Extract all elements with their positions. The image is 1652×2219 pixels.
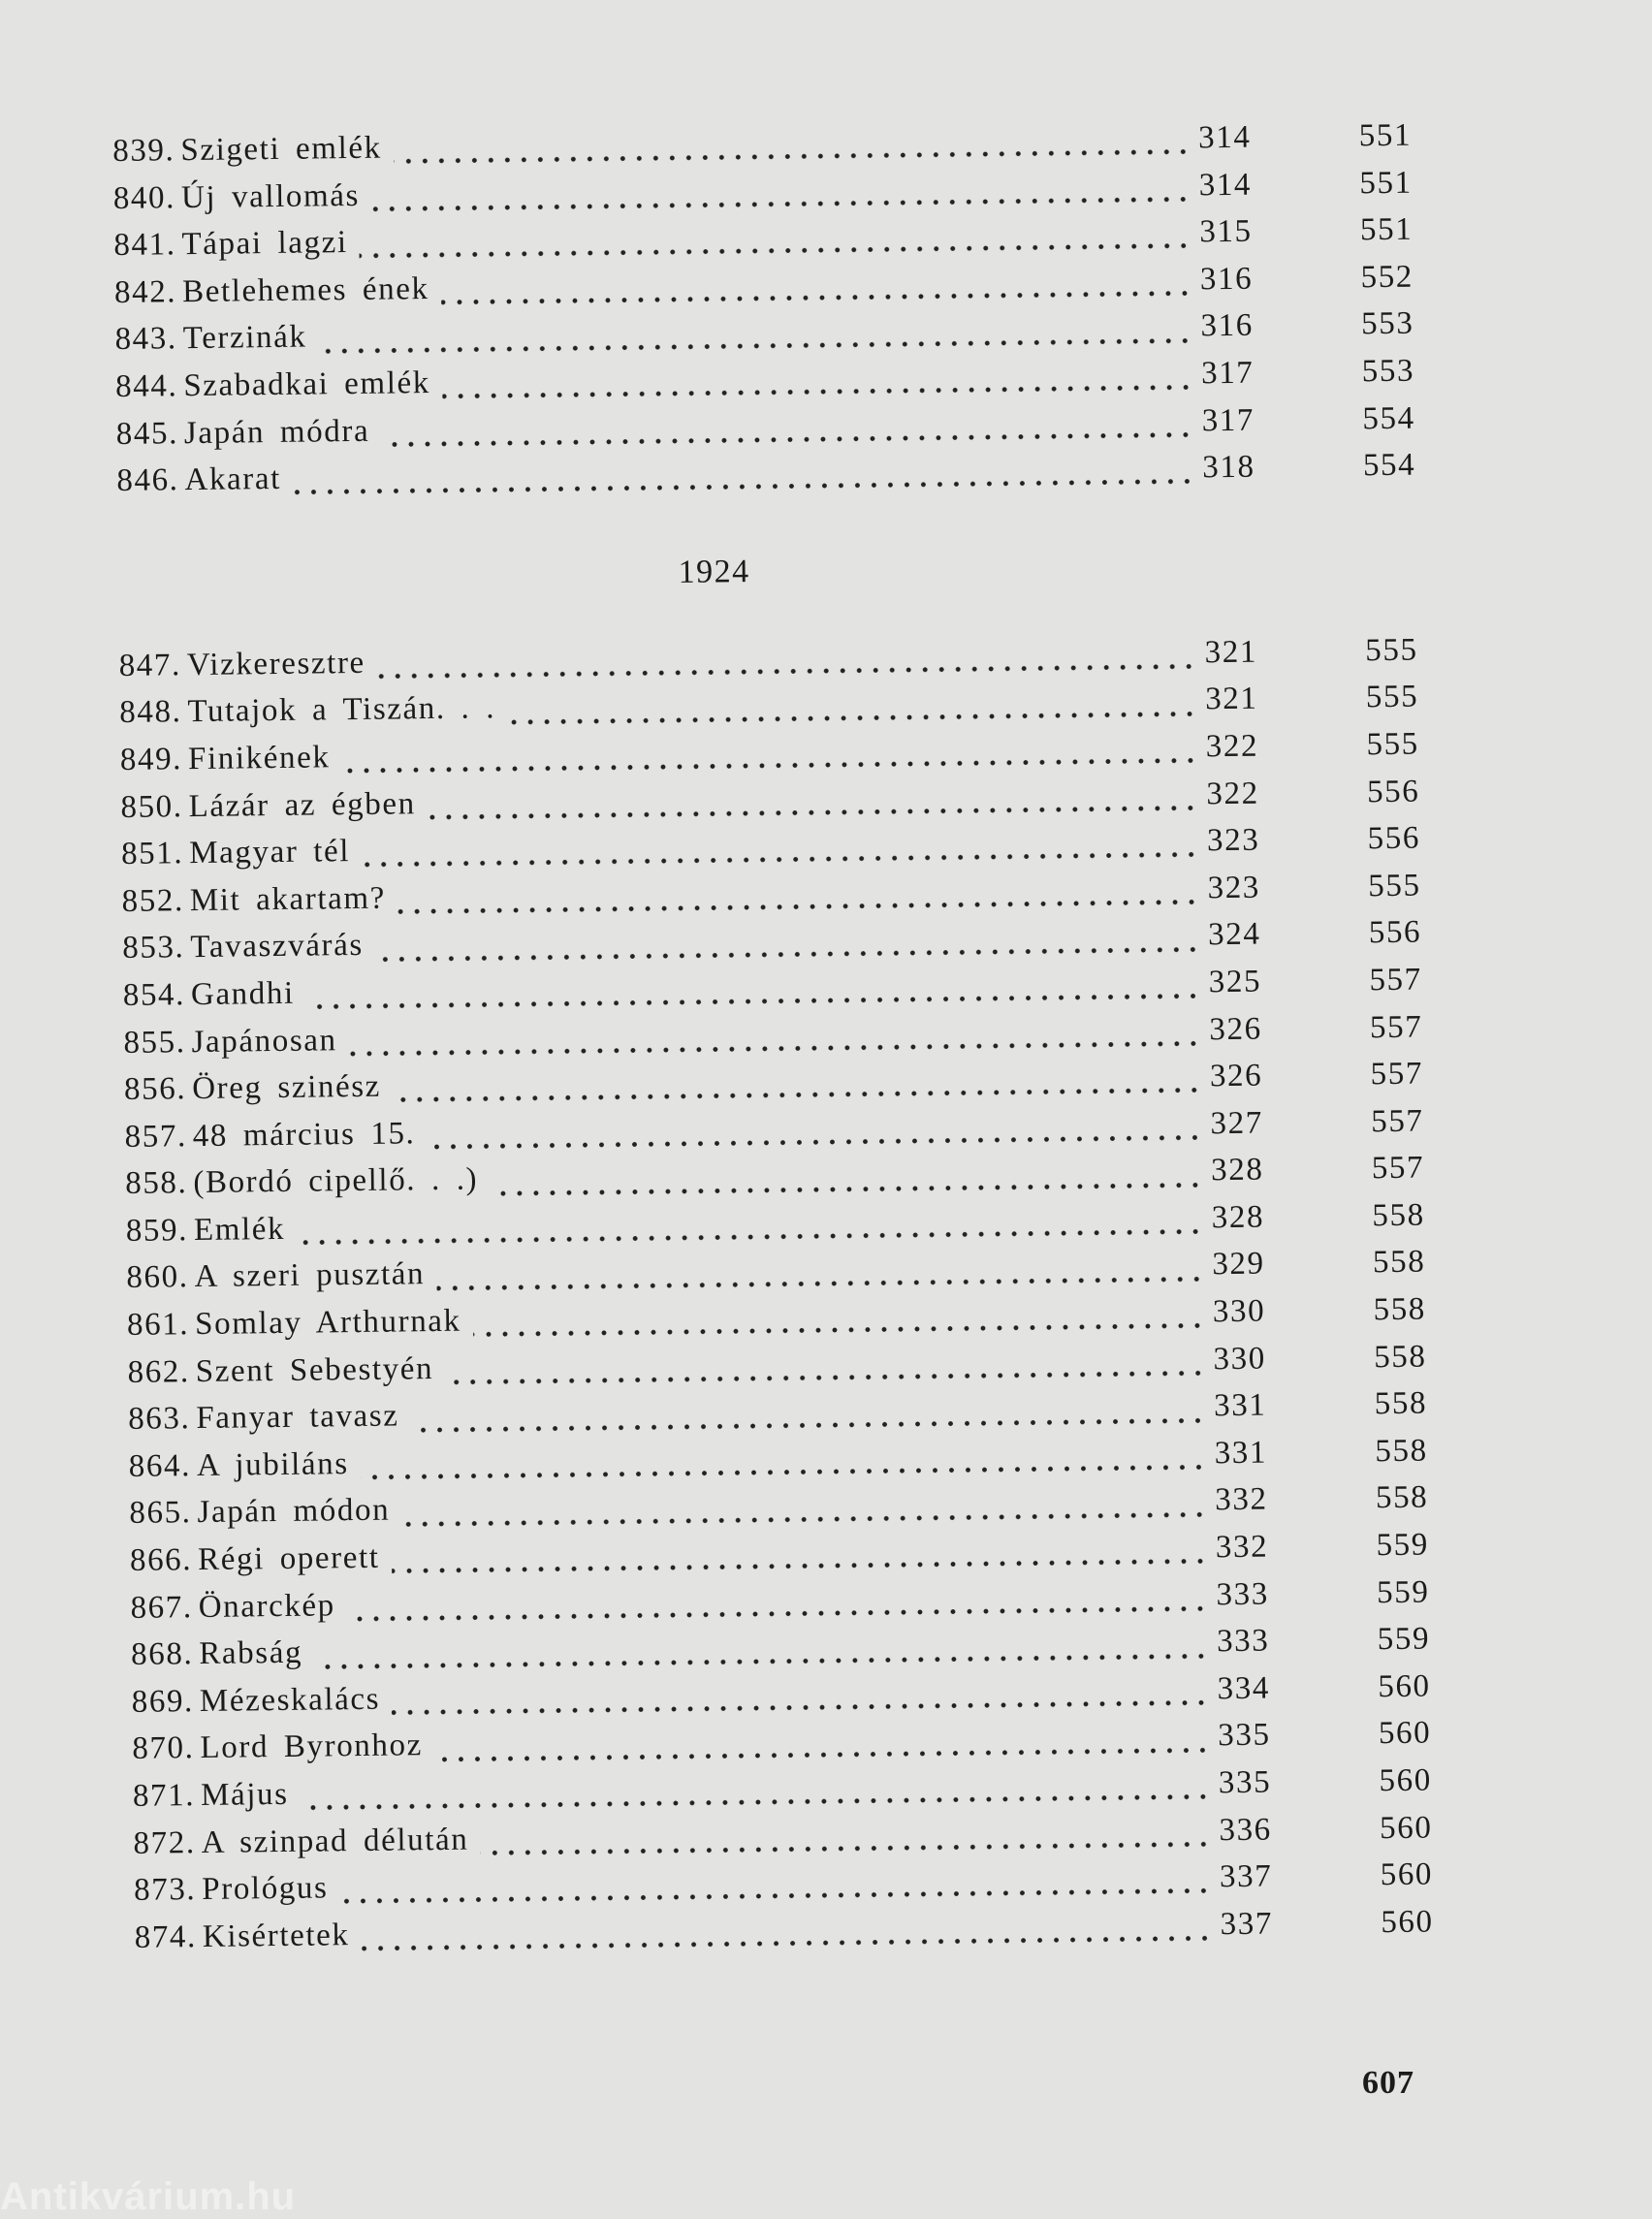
- entry-page: 333: [1216, 1576, 1270, 1612]
- entry-page: 326: [1209, 1058, 1263, 1094]
- entry-note-page: 551: [1359, 165, 1413, 201]
- entry-title: Szent Sebestyén: [195, 1350, 434, 1389]
- entry-page: 315: [1199, 213, 1253, 250]
- entry-number: 867.: [130, 1589, 193, 1626]
- entry-page: 327: [1210, 1105, 1264, 1141]
- dot-leader: [411, 1417, 1207, 1433]
- entry-note-page: 558: [1375, 1433, 1428, 1470]
- entry-note-page: 554: [1362, 447, 1416, 484]
- entry-page: 323: [1207, 870, 1261, 905]
- dot-leader: [473, 1323, 1205, 1338]
- dot-leader: [445, 1370, 1205, 1385]
- dot-leader: [360, 243, 1192, 259]
- entry-number: 856.: [123, 1071, 187, 1108]
- entry-number: 859.: [125, 1213, 189, 1249]
- dot-leader: [297, 1229, 1204, 1246]
- entry-number: 860.: [126, 1259, 189, 1296]
- entry-title: Mit akartam?: [189, 880, 387, 918]
- entry-number: 851.: [120, 836, 184, 872]
- entry-note-page: 556: [1368, 914, 1422, 951]
- entry-number: 841.: [113, 227, 176, 264]
- dot-leader: [401, 1511, 1207, 1527]
- entry-page: 316: [1199, 261, 1254, 298]
- entry-note-page: 555: [1368, 868, 1421, 903]
- dot-leader: [428, 1134, 1203, 1150]
- entry-title: Emlék: [193, 1211, 286, 1248]
- dot-leader: [480, 1841, 1211, 1855]
- entry-title: Lord Byronhoz: [200, 1728, 424, 1766]
- entry-note-page: 559: [1376, 1574, 1430, 1610]
- dot-leader: [349, 1040, 1202, 1057]
- dot-leader: [301, 1794, 1211, 1811]
- entry-title: A szeri pusztán: [194, 1256, 426, 1295]
- entry-title: Tutajok a Tiszán. . .: [187, 690, 496, 730]
- dot-leader: [361, 1464, 1207, 1480]
- dot-leader: [507, 711, 1197, 725]
- entry-title: Tavaszvárás: [190, 928, 364, 966]
- dot-leader: [392, 1559, 1208, 1574]
- entry-number: 847.: [118, 647, 182, 683]
- entry-note-page: 558: [1373, 1339, 1427, 1375]
- entry-page: 332: [1215, 1529, 1269, 1566]
- entry-note-page: 558: [1375, 1479, 1429, 1516]
- entry-page: 337: [1220, 1906, 1274, 1942]
- entry-page: 318: [1202, 449, 1255, 486]
- entry-title: Szabadkai emlék: [183, 365, 431, 404]
- dot-leader: [428, 805, 1199, 820]
- entry-number: 848.: [119, 694, 182, 731]
- dot-leader: [362, 1935, 1213, 1951]
- entry-title: Magyar tél: [189, 834, 351, 872]
- entry-note-page: 553: [1361, 353, 1415, 390]
- dot-leader: [434, 1747, 1210, 1762]
- entry-title: Betlehemes ének: [181, 270, 429, 309]
- watermark: Antikvárium.hu: [0, 2175, 297, 2218]
- entry-title: Önarckép: [198, 1587, 336, 1625]
- entry-title: Vizkeresztre: [186, 645, 366, 682]
- entry-title: Finikének: [187, 740, 331, 777]
- entry-title: Terzinák: [182, 319, 307, 357]
- entry-number: 870.: [132, 1730, 195, 1767]
- dot-leader: [377, 663, 1197, 679]
- entry-page: 332: [1215, 1481, 1268, 1518]
- entry-number: 869.: [131, 1683, 195, 1720]
- entry-note-page: 551: [1358, 117, 1413, 154]
- entry-number: 850.: [120, 788, 183, 825]
- dot-leader: [394, 149, 1191, 165]
- entry-number: 871.: [132, 1778, 196, 1814]
- entry-number: 873.: [133, 1872, 197, 1909]
- dot-leader: [362, 852, 1199, 869]
- entry-number: 852.: [121, 882, 185, 919]
- entry-page: 333: [1216, 1623, 1270, 1660]
- entry-note-page: 558: [1372, 1197, 1425, 1234]
- entry-number: 864.: [128, 1447, 192, 1484]
- entry-page: 321: [1204, 681, 1258, 717]
- entry-number: 853.: [122, 930, 185, 967]
- entry-note-page: 551: [1359, 211, 1414, 248]
- entry-note-page: 560: [1378, 1715, 1432, 1752]
- entry-title: Tápai lagzi: [181, 225, 348, 263]
- entry-number: 863.: [127, 1401, 191, 1438]
- entry-note-page: 560: [1378, 1668, 1431, 1704]
- entry-page: 325: [1208, 964, 1262, 1000]
- dot-leader: [319, 337, 1193, 354]
- entry-note-page: 558: [1374, 1385, 1428, 1422]
- dot-leader: [342, 758, 1198, 775]
- entry-note-page: 555: [1366, 726, 1420, 763]
- entry-note-page: 556: [1366, 774, 1420, 809]
- dot-leader: [490, 1182, 1203, 1196]
- entry-title: Japán módon: [197, 1493, 391, 1531]
- dot-leader: [347, 1605, 1209, 1622]
- entry-title: Új vallomás: [180, 177, 361, 215]
- entry-title: Öreg szinész: [191, 1068, 382, 1107]
- entry-page: 324: [1207, 916, 1261, 953]
- entry-page: 317: [1201, 402, 1255, 438]
- dot-leader: [392, 1699, 1210, 1715]
- dot-leader: [340, 1888, 1213, 1905]
- entry-page: 322: [1205, 728, 1259, 765]
- dot-leader: [397, 899, 1200, 914]
- entry-page: 321: [1204, 634, 1258, 671]
- entry-title: Gandhi: [190, 975, 295, 1012]
- entry-number: 843.: [114, 321, 177, 358]
- entry-title: Japán módra: [183, 413, 370, 451]
- entry-title: A jubiláns: [196, 1445, 349, 1483]
- entry-note-page: 559: [1376, 1527, 1430, 1564]
- entry-number: 861.: [126, 1307, 190, 1343]
- entry-title: Lázár az égben: [188, 785, 416, 824]
- entry-number: 846.: [116, 462, 179, 499]
- entry-number: 872.: [133, 1824, 196, 1861]
- entry-number: 844.: [114, 368, 178, 404]
- dot-leader: [436, 1276, 1204, 1291]
- entry-note-page: 558: [1373, 1291, 1427, 1328]
- entry-note-page: 560: [1381, 1904, 1434, 1940]
- entry-title: Rabság: [199, 1634, 303, 1672]
- entry-title: Május: [200, 1776, 289, 1814]
- entry-title: (Bordó cipellő. . .): [193, 1161, 479, 1201]
- entry-note-page: 557: [1371, 1150, 1425, 1187]
- entry-page: 323: [1206, 822, 1260, 859]
- entry-number: 842.: [113, 273, 177, 310]
- entry-page: 331: [1213, 1387, 1267, 1424]
- dot-leader: [306, 994, 1201, 1010]
- dot-leader: [442, 385, 1193, 399]
- entry-number: 857.: [124, 1118, 188, 1155]
- dot-leader: [393, 1088, 1202, 1103]
- entry-page: 317: [1200, 355, 1255, 392]
- entry-number: 858.: [125, 1165, 188, 1202]
- entry-page: 328: [1211, 1199, 1265, 1236]
- entry-page: 314: [1198, 167, 1253, 203]
- entry-note-page: 558: [1372, 1245, 1426, 1281]
- entry-number: 840.: [112, 179, 176, 216]
- dot-leader: [371, 196, 1191, 211]
- entry-title: Kisértetek: [202, 1917, 350, 1954]
- entry-page: 316: [1200, 308, 1255, 344]
- entry-title: Szigeti emlék: [180, 130, 382, 169]
- entry-title: Japánosan: [191, 1022, 337, 1060]
- entry-page: 322: [1206, 776, 1259, 811]
- entry-number: 854.: [122, 977, 186, 1013]
- entry-page: 334: [1217, 1670, 1271, 1707]
- entry-note-page: 553: [1360, 305, 1414, 342]
- year-heading: 1924: [678, 553, 750, 590]
- entry-title: Régi operett: [197, 1539, 380, 1578]
- entry-page: 336: [1219, 1812, 1272, 1848]
- entry-number: 855.: [123, 1024, 186, 1061]
- entry-page: 328: [1210, 1152, 1264, 1189]
- entry-note-page: 557: [1369, 1009, 1423, 1045]
- entry-page: 330: [1213, 1341, 1267, 1377]
- entry-note-page: 557: [1370, 1056, 1424, 1093]
- entry-note-page: 552: [1360, 259, 1414, 296]
- entry-note-page: 555: [1365, 632, 1418, 669]
- entry-title: Prológus: [202, 1870, 329, 1908]
- entry-page: 330: [1212, 1293, 1266, 1330]
- entry-title: 48 március 15.: [192, 1115, 416, 1154]
- entry-note-page: 560: [1380, 1856, 1434, 1893]
- entry-number: 849.: [119, 742, 183, 777]
- entry-number: 866.: [129, 1542, 193, 1578]
- entry-page: 331: [1214, 1435, 1268, 1472]
- entry-note-page: 554: [1362, 400, 1415, 436]
- entry-note-page: 557: [1371, 1103, 1424, 1139]
- entry-page: 335: [1218, 1717, 1271, 1754]
- entry-title: Fanyar tavasz: [196, 1398, 399, 1437]
- entry-note-page: 555: [1365, 679, 1419, 715]
- dot-leader: [441, 290, 1192, 304]
- entry-number: 839.: [112, 133, 175, 169]
- entry-page: 326: [1209, 1011, 1262, 1047]
- dot-leader: [381, 431, 1194, 447]
- dot-leader: [314, 1653, 1209, 1669]
- entry-number: 845.: [115, 415, 179, 452]
- page-number: 607: [1362, 2065, 1414, 2101]
- entry-title: Mézeskalács: [199, 1681, 381, 1719]
- dot-leader: [293, 479, 1194, 495]
- entry-page: 337: [1219, 1858, 1273, 1895]
- entry-note-page: 557: [1369, 962, 1422, 999]
- entry-number: 868.: [130, 1636, 194, 1673]
- entry-number: 865.: [129, 1495, 192, 1532]
- entry-note-page: 559: [1377, 1621, 1431, 1658]
- entry-number: 862.: [127, 1353, 190, 1390]
- entry-number: 874.: [134, 1918, 198, 1955]
- entry-note-page: 560: [1379, 1810, 1433, 1846]
- entry-title: Somlay Arthurnak: [194, 1303, 461, 1343]
- dot-leader: [375, 946, 1200, 962]
- entry-page: 314: [1197, 119, 1252, 156]
- entry-title: Akarat: [184, 461, 282, 498]
- entry-title: A szinpad délután: [201, 1822, 469, 1860]
- entry-note-page: 556: [1367, 820, 1421, 857]
- table-of-contents: [112, 118, 1434, 1968]
- entry-page: 329: [1212, 1247, 1265, 1283]
- entry-note-page: 560: [1379, 1762, 1433, 1799]
- entry-page: 335: [1218, 1764, 1272, 1801]
